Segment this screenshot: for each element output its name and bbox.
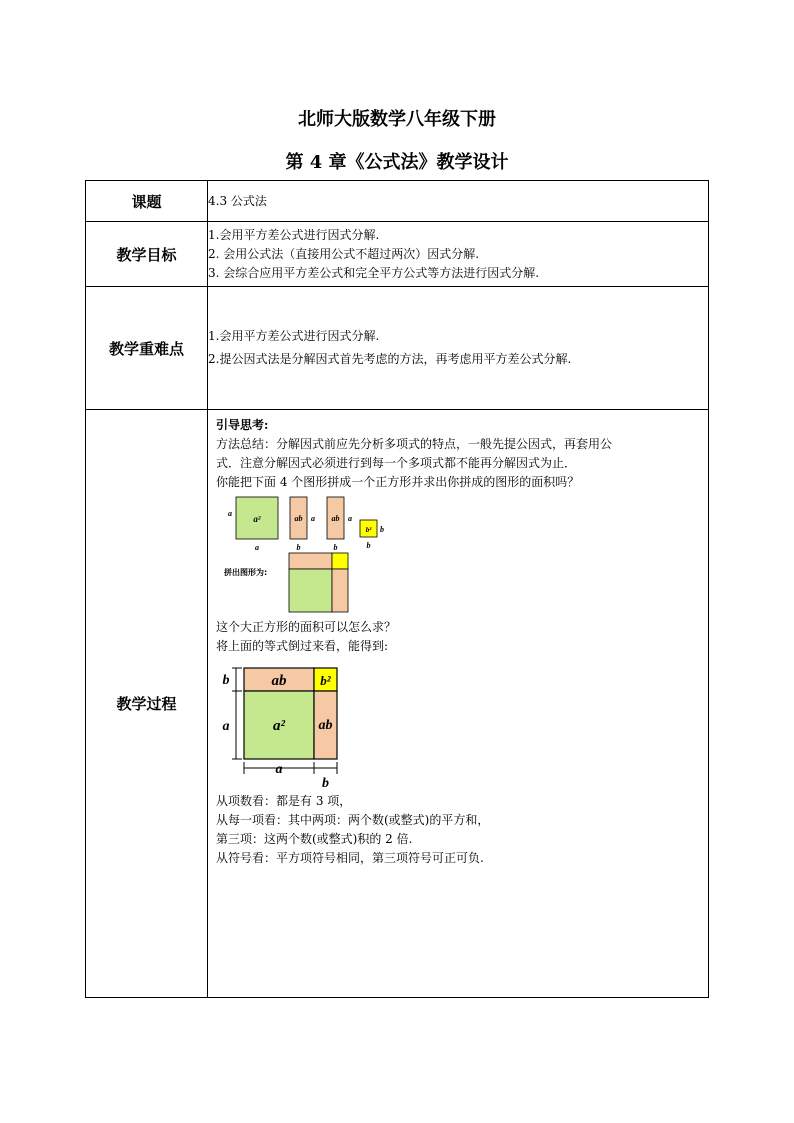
assembled-ab-top	[289, 553, 332, 569]
process-content	[208, 410, 709, 998]
key-point-item: 1.会用平方差公式进行因式分解.	[208, 329, 380, 343]
side-a-label: a	[348, 514, 352, 523]
ab-piece-label: ab	[294, 514, 303, 523]
side-b-label: b	[380, 525, 384, 534]
document-title: 北师大版数学八年级下册	[298, 109, 496, 130]
a-squared-label: a²	[273, 718, 285, 734]
question-text: 你能把下面 4 个图形拼成一个正方形并求出你拼成的图形的面积吗？	[216, 475, 580, 489]
goals-row	[86, 222, 709, 287]
bottom-b-label: b	[333, 543, 338, 552]
left-a-label: a	[222, 719, 230, 734]
b-squared-label: b²	[320, 673, 331, 688]
square-diagram	[218, 662, 358, 792]
ab-right-label: ab	[318, 718, 333, 733]
goal-item: 2. 会用公式法（直接用公式不超过两次）因式分解.	[208, 246, 480, 261]
lesson-plan-table	[85, 180, 709, 998]
b-squared-piece-label: b²	[365, 526, 372, 534]
ab-piece-label: ab	[331, 514, 340, 523]
bottom-b-label: b	[366, 541, 371, 550]
pieces-caption: 拼出图形为:	[224, 568, 268, 577]
ab-top-label: ab	[271, 673, 287, 689]
a-squared-piece-label: a²	[253, 514, 261, 524]
reverse-text: 将上面的等式倒过来看，能得到:	[216, 639, 389, 653]
process-heading: 引导思考:	[216, 418, 269, 432]
summary-line: 式．注意分解因式必须进行到每一个多项式都不能再分解因式为止．	[216, 456, 577, 470]
assembled-b-squared	[332, 553, 348, 569]
bottom-a-label: a	[275, 762, 283, 777]
left-b-label: b	[222, 673, 230, 688]
key-point-item: 2.提公因式法是分解因式首先考虑的方法，再考虑用平方差公式分解.	[208, 352, 572, 366]
goals-list	[208, 222, 709, 287]
area-question: 这个大正方形的面积可以怎么求？	[216, 620, 397, 634]
side-a-label: a	[311, 514, 315, 523]
assembled-a-squared	[289, 569, 332, 612]
assembled-ab-right	[332, 569, 348, 612]
summary-line: 方法总结：分解因式前应先分析多项式的特点，一般先提公因式，再套用公	[216, 437, 613, 451]
observation-item: 从项数看：都是有 3 项，	[216, 794, 352, 808]
observation-item: 第三项：这两个数(或整式)积的 2 倍.	[216, 832, 413, 846]
goal-item: 3. 会综合应用平方差公式和完全平方公式等方法进行因式分解.	[208, 265, 540, 280]
goals-label: 教学目标	[86, 222, 208, 287]
side-a-label: a	[228, 509, 232, 518]
pieces-figure	[222, 494, 402, 614]
bottom-a-label: a	[255, 543, 259, 552]
key-points-list	[208, 287, 709, 410]
key-points-label: 教学重难点	[86, 287, 208, 410]
observation-item: 从符号看：平方项符号相同，第三项符号可正可负.	[216, 851, 484, 865]
topic-row	[86, 181, 709, 222]
topic-value: 4.3 公式法	[208, 181, 709, 222]
bottom-b-label: b	[322, 776, 329, 791]
process-label: 教学过程	[86, 410, 208, 998]
document-subtitle: 第 4 章《公式法》教学设计	[285, 152, 509, 173]
process-row	[86, 410, 709, 998]
topic-label: 课题	[86, 181, 208, 222]
key-points-row	[86, 287, 709, 410]
bottom-b-label: b	[296, 543, 301, 552]
goal-item: 1.会用平方差公式进行因式分解.	[208, 227, 380, 242]
observation-item: 从每一项看：其中两项：两个数(或整式)的平方和，	[216, 813, 490, 827]
